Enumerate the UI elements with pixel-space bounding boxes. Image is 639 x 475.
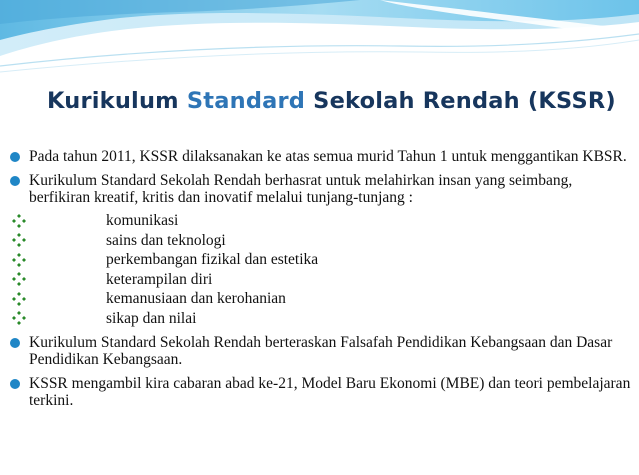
sub-list-text: keterampilan diri bbox=[106, 270, 213, 288]
sub-list bbox=[8, 211, 633, 328]
slide-title bbox=[47, 88, 627, 114]
bullet-item bbox=[8, 375, 633, 409]
sub-list-text: sains dan teknologi bbox=[106, 231, 226, 249]
bullet-text: Kurikulum Standard Sekolah Rendah berhasrat untuk melahirkan insan yang seimbang, berfikiran kreatif, kritis dan inovatif melalui tunjang-tunjang : bbox=[29, 172, 573, 206]
title-part-1: Kurikulum bbox=[47, 88, 187, 114]
sub-list-text: perkembangan fizikal dan estetika bbox=[106, 251, 319, 269]
bullet-item bbox=[8, 148, 633, 165]
bullet-text: Kurikulum Standard Sekolah Rendah berteraskan Falsafah Pendidikan Kebangsaan dan Dasar Pendidikan Kebangsaan. bbox=[29, 334, 613, 368]
sub-list-item bbox=[8, 289, 633, 309]
sub-list-item bbox=[8, 211, 633, 231]
sub-list-text: komunikasi bbox=[106, 212, 179, 230]
bullet-icon bbox=[10, 176, 20, 186]
title-part-accent: Standard bbox=[186, 88, 306, 114]
header-wave-decoration bbox=[0, 0, 639, 80]
four-diamond-icon bbox=[12, 272, 26, 286]
four-diamond-icon bbox=[12, 292, 26, 306]
slide-content bbox=[8, 148, 633, 416]
sub-list-item bbox=[8, 309, 633, 329]
bullet-icon bbox=[10, 338, 20, 348]
bullet-icon bbox=[10, 379, 20, 389]
sub-list-text: sikap dan nilai bbox=[106, 309, 197, 327]
sub-list-item bbox=[8, 250, 633, 270]
four-diamond-icon bbox=[12, 311, 26, 325]
bullet-text: KSSR mengambil kira cabaran abad ke-21, Model Baru Ekonomi (MBE) dan teori pembelajaran terkini. bbox=[29, 375, 631, 409]
four-diamond-icon bbox=[12, 253, 26, 267]
four-diamond-icon bbox=[12, 233, 26, 247]
sub-list-item bbox=[8, 231, 633, 251]
bullet-icon bbox=[10, 152, 20, 162]
sub-list-text: kemanusiaan dan kerohanian bbox=[106, 290, 286, 308]
title-part-3: Sekolah Rendah (KSSR) bbox=[305, 88, 616, 114]
four-diamond-icon bbox=[12, 214, 26, 228]
sub-list-item bbox=[8, 270, 633, 290]
bullet-text: Pada tahun 2011, KSSR dilaksanakan ke atas semua murid Tahun 1 untuk menggantikan KBSR. bbox=[29, 148, 627, 165]
bullet-item bbox=[8, 334, 633, 368]
bullet-item bbox=[8, 172, 633, 206]
